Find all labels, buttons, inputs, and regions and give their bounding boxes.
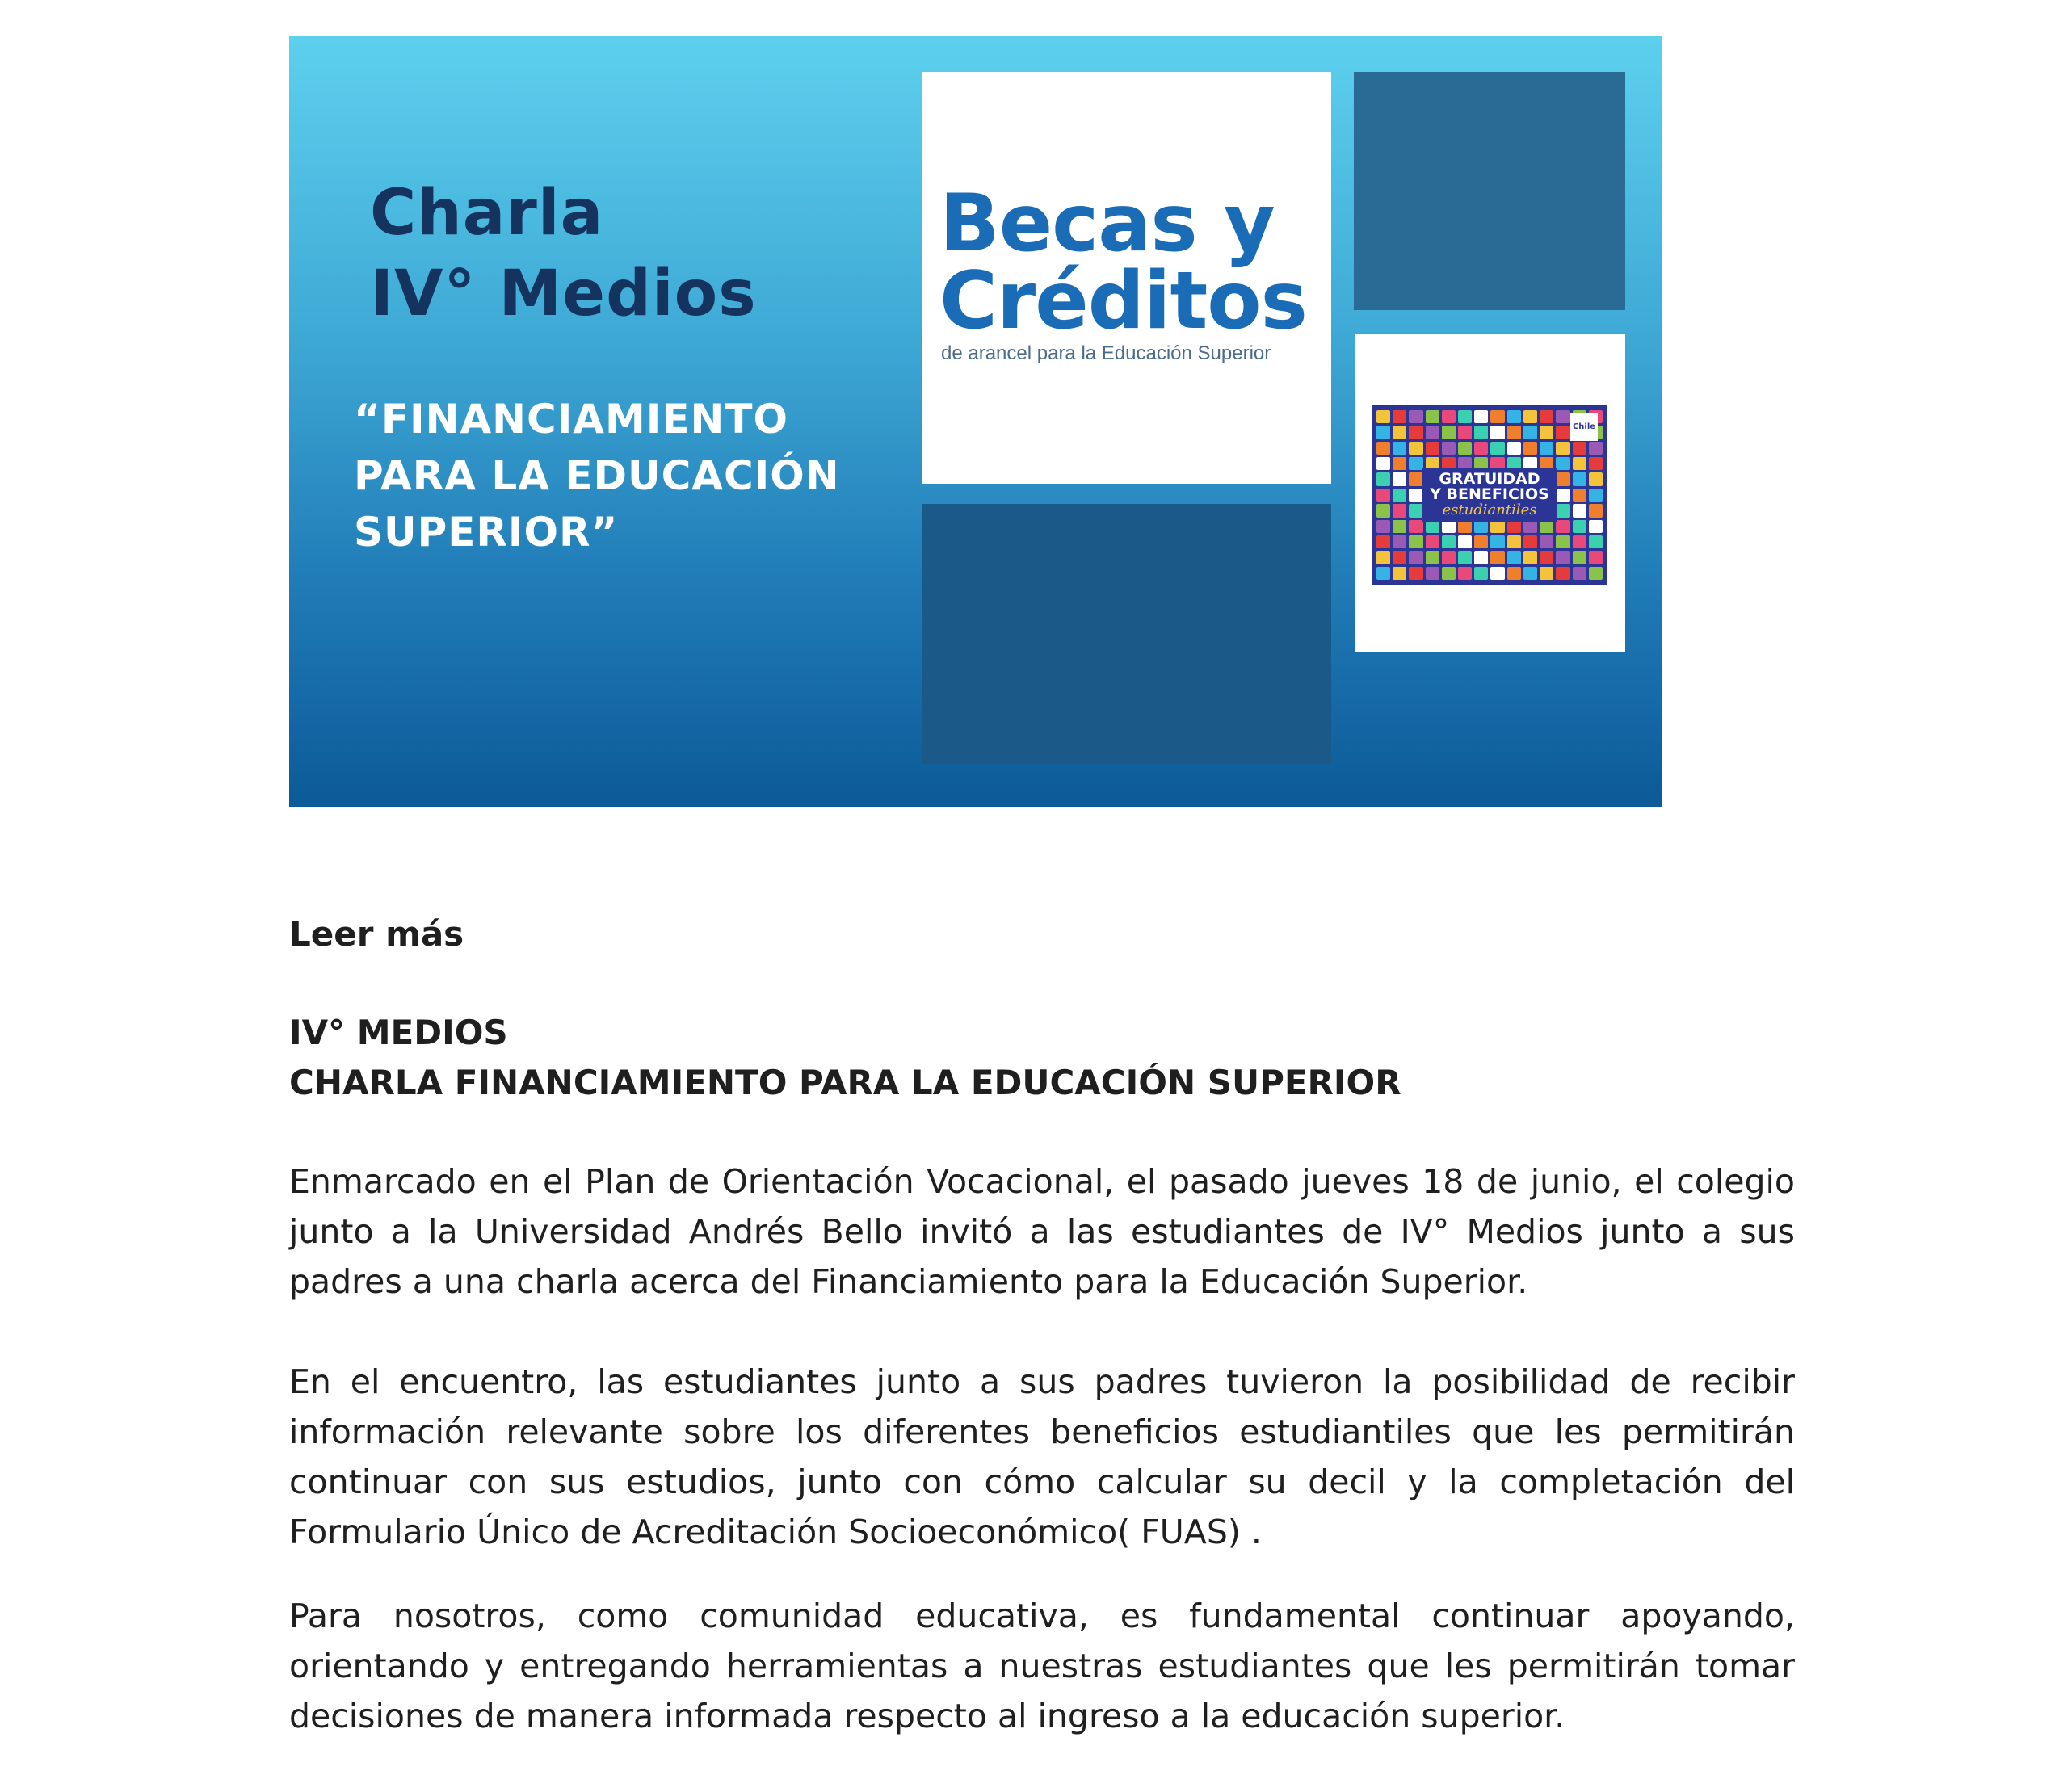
mosaic-cell [1393, 472, 1406, 485]
mosaic-cell [1573, 489, 1586, 502]
mosaic-cell [1474, 442, 1488, 455]
mosaic-cell [1540, 535, 1553, 548]
mosaic-cell [1376, 504, 1390, 517]
mosaic-cell [1393, 442, 1406, 455]
mosaic-cell [1589, 520, 1603, 533]
mosaic-cell [1409, 442, 1422, 455]
read-more-link[interactable]: Leer más [289, 914, 464, 954]
mosaic-cell [1556, 567, 1569, 580]
mosaic-cell [1474, 535, 1488, 548]
mosaic-cell [1458, 535, 1472, 548]
mosaic-cell [1458, 551, 1472, 564]
mosaic-cell [1589, 535, 1603, 548]
mosaic-cell [1507, 442, 1521, 455]
mosaic-cell [1523, 567, 1537, 580]
mosaic-cell [1573, 535, 1586, 548]
mosaic-cell [1409, 535, 1422, 548]
mosaic-cell [1540, 551, 1553, 564]
mosaic-cell [1523, 442, 1537, 455]
mosaic-cell [1426, 442, 1439, 455]
mosaic-cell [1458, 567, 1472, 580]
mosaic-cell [1507, 567, 1521, 580]
paragraph-2: En el encuentro, las estudiantes junto a sus padres tuvieron la posibilidad de recibir información relevante sobre los diferentes beneficios estudiantiles que les permitirán continuar con sus estudios, junto con cómo calcular su decil y la completación del Formulario Único de Acreditación Socioeconómico( FUAS) . [289, 1362, 1795, 1551]
mosaic-cell [1573, 442, 1586, 455]
mosaic-cell [1589, 457, 1603, 470]
mosaic-cell [1540, 426, 1553, 439]
mosaic-cell [1507, 426, 1521, 439]
heading-line2: CHARLA FINANCIAMIENTO PARA LA EDUCACIÓN SUPERIOR [289, 1063, 1401, 1102]
article-heading [289, 1008, 1401, 1108]
becas-line2: Créditos [939, 255, 1307, 347]
mosaic-cell [1523, 551, 1537, 564]
banner-quote [354, 391, 840, 560]
mosaic-cell [1556, 520, 1569, 533]
mosaic-cell [1426, 567, 1439, 580]
mosaic-cell [1540, 442, 1553, 455]
mosaic-cell [1556, 504, 1569, 517]
mosaic-cell [1507, 535, 1521, 548]
becas-subtitle: de arancel para la Educación Superior [941, 342, 1271, 364]
mosaic-cell [1556, 442, 1569, 455]
mosaic-cell [1409, 426, 1422, 439]
mosaic-cell [1409, 410, 1422, 423]
mosaic-cell [1393, 535, 1406, 548]
mosaic-cell [1556, 457, 1569, 470]
gratuidad-poster [1372, 405, 1607, 585]
mosaic-cell [1523, 426, 1537, 439]
mosaic-cell [1393, 551, 1406, 564]
mosaic-cell [1376, 567, 1390, 580]
mosaic-cell [1458, 410, 1472, 423]
mosaic-cell [1507, 551, 1521, 564]
mosaic-cell [1573, 567, 1586, 580]
mosaic-cell [1573, 551, 1586, 564]
mosaic-cell [1523, 535, 1537, 548]
banner-quote-line3: SUPERIOR” [354, 509, 619, 556]
mosaic-cell [1393, 567, 1406, 580]
mosaic-cell [1376, 551, 1390, 564]
paragraph-1: Enmarcado en el Plan de Orientación Vocacional, el pasado jueves 18 de junio, el colegio junto a la Universidad Andrés Bello invitó a las estudiantes de IV° Medios junto a sus padres a una charla acerca del Financiamiento para la Educación Superior. [289, 1162, 1795, 1301]
mosaic-cell [1393, 410, 1406, 423]
mosaic-cell [1474, 426, 1488, 439]
mosaic-cell [1376, 442, 1390, 455]
mosaic-cell [1556, 535, 1569, 548]
gratuidad-line2: Y BENEFICIOS [1430, 485, 1549, 503]
mosaic-cell [1507, 410, 1521, 423]
mosaic-cell [1458, 426, 1472, 439]
mosaic-cell [1490, 551, 1504, 564]
mosaic-cell [1556, 426, 1569, 439]
mosaic-cell [1589, 472, 1603, 485]
decorative-tile-top [1354, 72, 1625, 310]
mosaic-cell [1409, 567, 1422, 580]
banner-charla-line2: IV° Medios [370, 258, 757, 330]
mosaic-cell [1573, 520, 1586, 533]
mosaic-cell [1442, 426, 1456, 439]
banner-image [289, 36, 1662, 807]
mosaic-cell [1589, 489, 1603, 502]
mosaic-cell [1589, 504, 1603, 517]
mosaic-cell [1490, 535, 1504, 548]
mosaic-cell [1409, 551, 1422, 564]
mosaic-cell [1426, 551, 1439, 564]
mosaic-cell [1490, 410, 1504, 423]
mosaic-cell [1523, 410, 1537, 423]
banner-charla-line1: Charla [370, 177, 604, 250]
mosaic-cell [1556, 410, 1569, 423]
mosaic-cell [1393, 489, 1406, 502]
mosaic-cell [1393, 520, 1406, 533]
chile-badge: Chile [1570, 413, 1598, 441]
mosaic-cell [1442, 410, 1456, 423]
mosaic-cell [1393, 426, 1406, 439]
mosaic-cell [1540, 410, 1553, 423]
mosaic-cell [1376, 489, 1390, 502]
mosaic-cell [1589, 567, 1603, 580]
mosaic-cell [1474, 567, 1488, 580]
mosaic-cell [1426, 535, 1439, 548]
mosaic-cell [1490, 442, 1504, 455]
mosaic-cell [1540, 567, 1553, 580]
mosaic-cell [1556, 472, 1569, 485]
mosaic-cell [1442, 535, 1456, 548]
mosaic-cell [1474, 410, 1488, 423]
mosaic-cell [1376, 520, 1390, 533]
mosaic-cell [1393, 504, 1406, 517]
mosaic-cell [1556, 489, 1569, 502]
banner-quote-line2: PARA LA EDUCACIÓN [354, 452, 840, 499]
mosaic-cell [1573, 457, 1586, 470]
mosaic-cell [1376, 472, 1390, 485]
mosaic-cell [1474, 551, 1488, 564]
banner-quote-line1: “FINANCIAMIENTO [354, 396, 788, 443]
banner-charla-title [370, 173, 757, 334]
mosaic-cell [1556, 551, 1569, 564]
mosaic-cell [1426, 410, 1439, 423]
mosaic-cell [1393, 457, 1406, 470]
mosaic-cell [1426, 426, 1439, 439]
mosaic-cell [1442, 567, 1456, 580]
mosaic-cell [1458, 442, 1472, 455]
decorative-tile-bottom [922, 504, 1331, 764]
gratuidad-label [1422, 468, 1557, 522]
paragraph-3: Para nosotros, como comunidad educativa, es fundamental continuar apoyando, orientando y entregando herramientas a nuestras estudiantes que les permitirán tomar decisiones de manera informada respecto al ingreso a la educación superior. [289, 1597, 1795, 1735]
mosaic-cell [1589, 551, 1603, 564]
mosaic-cell [1589, 442, 1603, 455]
mosaic-cell [1442, 551, 1456, 564]
mosaic-cell [1573, 472, 1586, 485]
heading-line1: IV° MEDIOS [289, 1013, 508, 1052]
mosaic-cell [1490, 567, 1504, 580]
gratuidad-tile [1355, 334, 1625, 652]
becas-creditos-tile [922, 72, 1331, 484]
mosaic-cell [1376, 535, 1390, 548]
gratuidad-line3: estudiantiles [1442, 502, 1537, 518]
gratuidad-line1: GRATUIDAD [1439, 470, 1540, 488]
becas-line1: Becas y [939, 178, 1275, 270]
becas-creditos-logo [939, 178, 1307, 347]
mosaic-cell [1376, 410, 1390, 423]
mosaic-cell [1490, 426, 1504, 439]
mosaic-cell [1376, 426, 1390, 439]
mosaic-cell [1442, 442, 1456, 455]
mosaic-cell [1573, 504, 1586, 517]
mosaic-cell [1376, 457, 1390, 470]
